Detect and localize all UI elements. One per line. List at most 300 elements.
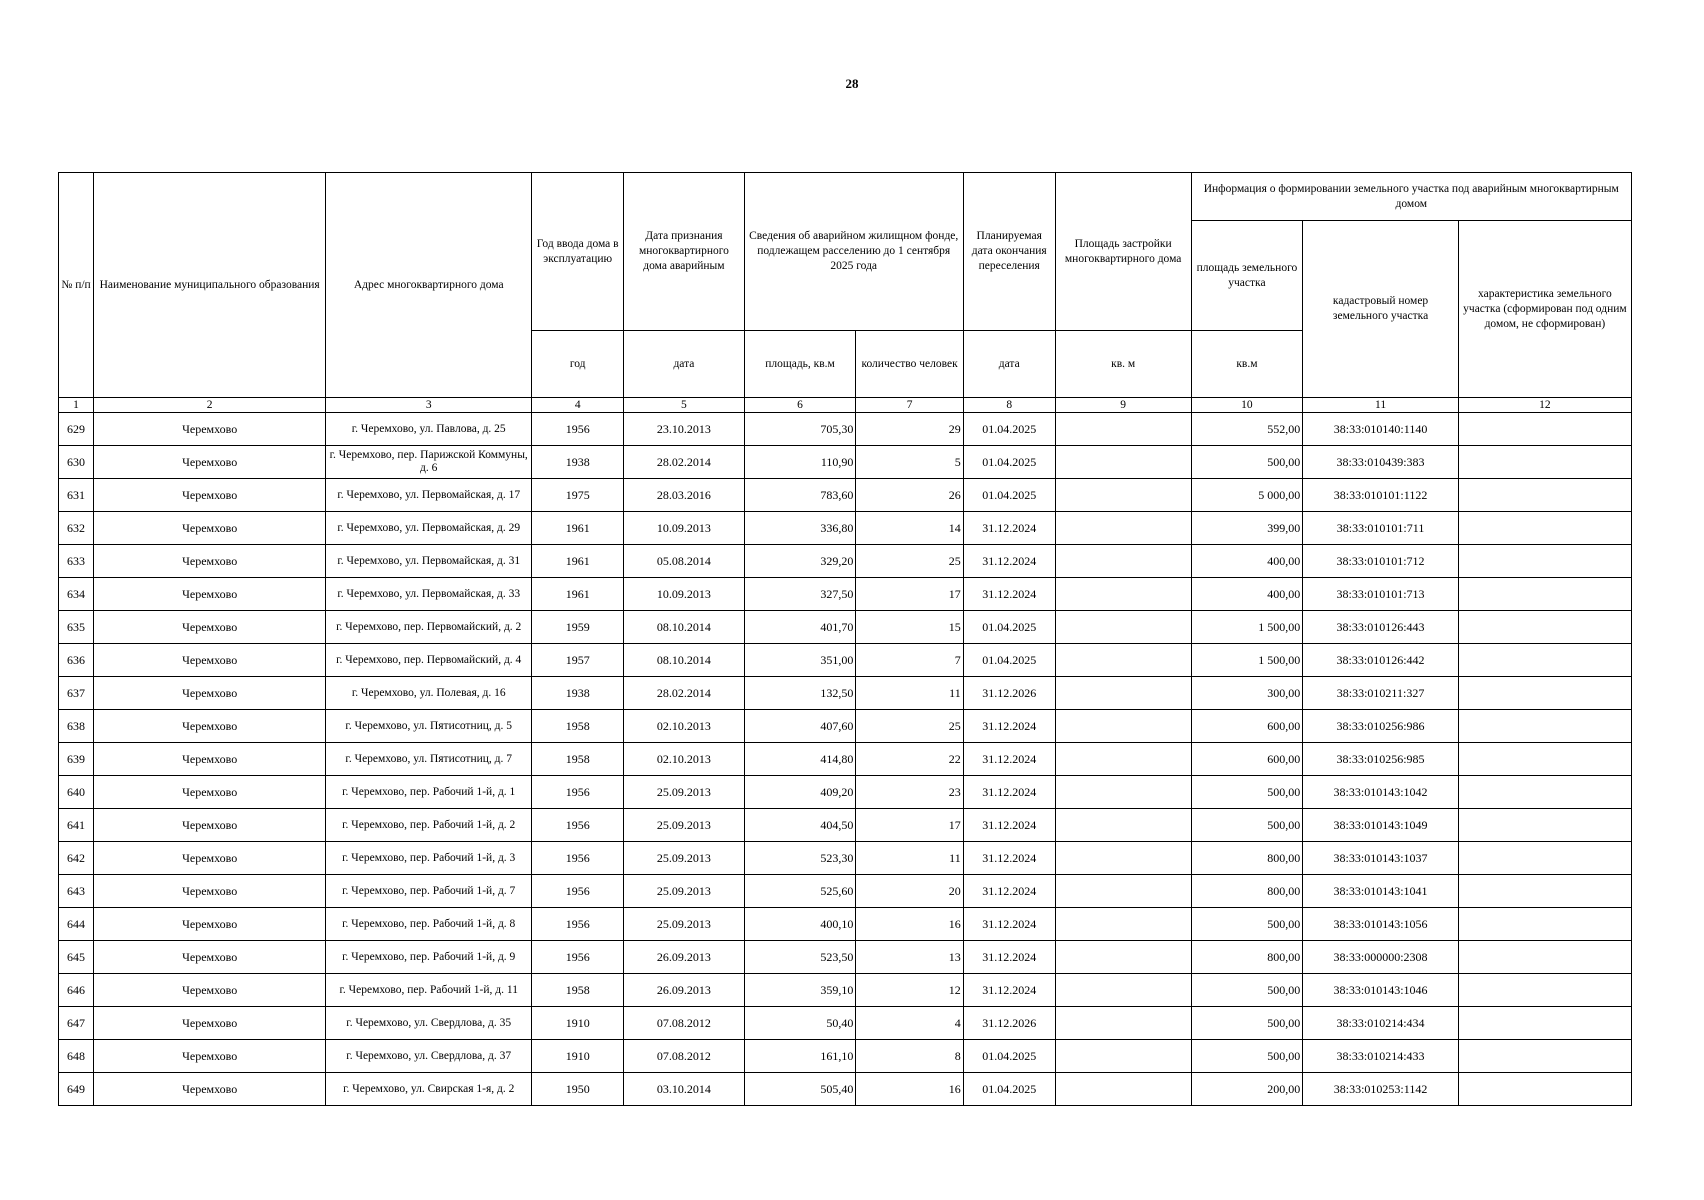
row-number: 646 bbox=[59, 974, 94, 1007]
land-char-cell bbox=[1458, 1007, 1631, 1040]
land-area-cell: 5 000,00 bbox=[1191, 479, 1303, 512]
emergency-date-cell: 26.09.2013 bbox=[624, 974, 744, 1007]
land-char-cell bbox=[1458, 1073, 1631, 1106]
row-number: 649 bbox=[59, 1073, 94, 1106]
address-cell: г. Черемхово, ул. Первомайская, д. 29 bbox=[326, 512, 532, 545]
planned-end-cell: 31.12.2024 bbox=[963, 974, 1055, 1007]
row-number: 637 bbox=[59, 677, 94, 710]
planned-end-cell: 31.12.2024 bbox=[963, 710, 1055, 743]
people-cell: 14 bbox=[856, 512, 963, 545]
cadastral-cell: 38:33:010439:383 bbox=[1303, 446, 1459, 479]
planned-end-cell: 01.04.2025 bbox=[963, 446, 1055, 479]
building-area-cell bbox=[1055, 479, 1191, 512]
table-row bbox=[59, 875, 1632, 908]
row-number: 636 bbox=[59, 644, 94, 677]
planned-end-cell: 31.12.2026 bbox=[963, 1007, 1055, 1040]
address-cell: г. Черемхово, пер. Рабочий 1-й, д. 7 bbox=[326, 875, 532, 908]
municipality-cell: Черемхово bbox=[94, 644, 326, 677]
cadastral-cell: 38:33:010143:1046 bbox=[1303, 974, 1459, 1007]
people-cell: 23 bbox=[856, 776, 963, 809]
people-cell: 16 bbox=[856, 1073, 963, 1106]
municipality-cell: Черемхово bbox=[94, 1040, 326, 1073]
col-number: 11 bbox=[1303, 398, 1459, 413]
row-number: 641 bbox=[59, 809, 94, 842]
page-number: 28 bbox=[845, 76, 859, 91]
land-char-cell bbox=[1458, 479, 1631, 512]
cadastral-cell: 38:33:010253:1142 bbox=[1303, 1073, 1459, 1106]
address-cell: г. Черемхово, ул. Пятисотниц, д. 7 bbox=[326, 743, 532, 776]
land-area-cell: 800,00 bbox=[1191, 842, 1303, 875]
row-number: 639 bbox=[59, 743, 94, 776]
building-area-cell bbox=[1055, 1007, 1191, 1040]
area-cell: 336,80 bbox=[744, 512, 856, 545]
land-char-cell bbox=[1458, 974, 1631, 1007]
land-char-cell bbox=[1458, 710, 1631, 743]
col-number: 7 bbox=[856, 398, 963, 413]
table-row bbox=[59, 578, 1632, 611]
planned-end-cell: 01.04.2025 bbox=[963, 644, 1055, 677]
address-cell: г. Черемхово, пер. Рабочий 1-й, д. 3 bbox=[326, 842, 532, 875]
cadastral-cell: 38:33:000000:2308 bbox=[1303, 941, 1459, 974]
column-numbers-row bbox=[59, 398, 1632, 413]
address-cell: г. Черемхово, пер. Рабочий 1-й, д. 1 bbox=[326, 776, 532, 809]
area-cell: 407,60 bbox=[744, 710, 856, 743]
municipality-cell: Черемхово bbox=[94, 578, 326, 611]
cadastral-cell: 38:33:010101:1122 bbox=[1303, 479, 1459, 512]
table-row bbox=[59, 1073, 1632, 1106]
row-number: 631 bbox=[59, 479, 94, 512]
col-number: 1 bbox=[59, 398, 94, 413]
emergency-date-cell: 05.08.2014 bbox=[624, 545, 744, 578]
emergency-date-cell: 28.03.2016 bbox=[624, 479, 744, 512]
municipality-cell: Черемхово bbox=[94, 809, 326, 842]
land-char-cell bbox=[1458, 446, 1631, 479]
building-area-cell bbox=[1055, 743, 1191, 776]
table-row bbox=[59, 479, 1632, 512]
emergency-date-cell: 25.09.2013 bbox=[624, 908, 744, 941]
municipality-cell: Черемхово bbox=[94, 743, 326, 776]
header-fund-info: Сведения об аварийном жилищном фонде, подлежащем расселению до 1 сентября 2025 года bbox=[744, 173, 963, 331]
planned-end-cell: 01.04.2025 bbox=[963, 611, 1055, 644]
year-built-cell: 1956 bbox=[532, 941, 624, 974]
header-planned-end: Планируемая дата окончания переселения bbox=[963, 173, 1055, 331]
land-area-cell: 800,00 bbox=[1191, 941, 1303, 974]
emergency-date-cell: 28.02.2014 bbox=[624, 446, 744, 479]
land-char-cell bbox=[1458, 743, 1631, 776]
header-building-area: Площадь застройки многоквартирного дома bbox=[1055, 173, 1191, 331]
building-area-cell bbox=[1055, 578, 1191, 611]
area-cell: 409,20 bbox=[744, 776, 856, 809]
address-cell: г. Черемхово, ул. Свердлова, д. 35 bbox=[326, 1007, 532, 1040]
table-row bbox=[59, 842, 1632, 875]
row-number: 634 bbox=[59, 578, 94, 611]
municipality-cell: Черемхово bbox=[94, 611, 326, 644]
municipality-cell: Черемхово bbox=[94, 710, 326, 743]
municipality-cell: Черемхово bbox=[94, 974, 326, 1007]
area-cell: 359,10 bbox=[744, 974, 856, 1007]
land-area-cell: 600,00 bbox=[1191, 710, 1303, 743]
address-cell: г. Черемхово, ул. Пятисотниц, д. 5 bbox=[326, 710, 532, 743]
table-header bbox=[59, 173, 1632, 413]
emergency-date-cell: 25.09.2013 bbox=[624, 776, 744, 809]
building-area-cell bbox=[1055, 842, 1191, 875]
table-row bbox=[59, 611, 1632, 644]
people-cell: 15 bbox=[856, 611, 963, 644]
emergency-date-cell: 08.10.2014 bbox=[624, 611, 744, 644]
building-area-cell bbox=[1055, 545, 1191, 578]
row-number: 644 bbox=[59, 908, 94, 941]
address-cell: г. Черемхово, пер. Рабочий 1-й, д. 8 bbox=[326, 908, 532, 941]
land-area-cell: 500,00 bbox=[1191, 446, 1303, 479]
row-number: 647 bbox=[59, 1007, 94, 1040]
area-cell: 705,30 bbox=[744, 413, 856, 446]
header-municipality: Наименование муниципального образования bbox=[94, 173, 326, 398]
table-row bbox=[59, 1040, 1632, 1073]
year-built-cell: 1956 bbox=[532, 842, 624, 875]
table-row bbox=[59, 1007, 1632, 1040]
row-number: 632 bbox=[59, 512, 94, 545]
unit-date: дата bbox=[624, 331, 744, 398]
table-row bbox=[59, 446, 1632, 479]
building-area-cell bbox=[1055, 1040, 1191, 1073]
land-area-cell: 552,00 bbox=[1191, 413, 1303, 446]
municipality-cell: Черемхово bbox=[94, 512, 326, 545]
year-built-cell: 1958 bbox=[532, 974, 624, 1007]
building-area-cell bbox=[1055, 776, 1191, 809]
year-built-cell: 1950 bbox=[532, 1073, 624, 1106]
land-area-cell: 400,00 bbox=[1191, 578, 1303, 611]
land-char-cell bbox=[1458, 578, 1631, 611]
land-area-cell: 500,00 bbox=[1191, 1040, 1303, 1073]
row-number: 643 bbox=[59, 875, 94, 908]
land-area-cell: 500,00 bbox=[1191, 776, 1303, 809]
emergency-date-cell: 25.09.2013 bbox=[624, 809, 744, 842]
cadastral-cell: 38:33:010101:713 bbox=[1303, 578, 1459, 611]
emergency-date-cell: 28.02.2014 bbox=[624, 677, 744, 710]
land-char-cell bbox=[1458, 908, 1631, 941]
area-cell: 110,90 bbox=[744, 446, 856, 479]
year-built-cell: 1957 bbox=[532, 644, 624, 677]
building-area-cell bbox=[1055, 677, 1191, 710]
header-land-char: характеристика земельного участка (сформирован под одним домом, не сформирован) bbox=[1458, 221, 1631, 398]
year-built-cell: 1956 bbox=[532, 413, 624, 446]
cadastral-cell: 38:33:010211:327 bbox=[1303, 677, 1459, 710]
cadastral-cell: 38:33:010143:1037 bbox=[1303, 842, 1459, 875]
cadastral-cell: 38:33:010214:433 bbox=[1303, 1040, 1459, 1073]
people-cell: 26 bbox=[856, 479, 963, 512]
emergency-date-cell: 25.09.2013 bbox=[624, 875, 744, 908]
table-row bbox=[59, 413, 1632, 446]
row-number: 630 bbox=[59, 446, 94, 479]
header-year-built: Год ввода дома в эксплуатацию bbox=[532, 173, 624, 331]
cadastral-cell: 38:33:010126:442 bbox=[1303, 644, 1459, 677]
address-cell: г. Черемхово, ул. Первомайская, д. 17 bbox=[326, 479, 532, 512]
year-built-cell: 1938 bbox=[532, 677, 624, 710]
municipality-cell: Черемхово bbox=[94, 413, 326, 446]
planned-end-cell: 31.12.2024 bbox=[963, 908, 1055, 941]
cadastral-cell: 38:33:010256:986 bbox=[1303, 710, 1459, 743]
land-char-cell bbox=[1458, 611, 1631, 644]
cadastral-cell: 38:33:010214:434 bbox=[1303, 1007, 1459, 1040]
land-char-cell bbox=[1458, 413, 1631, 446]
people-cell: 17 bbox=[856, 809, 963, 842]
land-char-cell bbox=[1458, 677, 1631, 710]
year-built-cell: 1961 bbox=[532, 578, 624, 611]
col-number: 4 bbox=[532, 398, 624, 413]
planned-end-cell: 01.04.2025 bbox=[963, 1040, 1055, 1073]
land-area-cell: 1 500,00 bbox=[1191, 644, 1303, 677]
building-area-cell bbox=[1055, 809, 1191, 842]
table-row bbox=[59, 512, 1632, 545]
building-area-cell bbox=[1055, 611, 1191, 644]
building-area-cell bbox=[1055, 710, 1191, 743]
address-cell: г. Черемхово, пер. Парижской Коммуны, д. 6 bbox=[326, 446, 532, 479]
col-number: 2 bbox=[94, 398, 326, 413]
area-cell: 50,40 bbox=[744, 1007, 856, 1040]
header-num: № п/п bbox=[59, 173, 94, 398]
address-cell: г. Черемхово, пер. Первомайский, д. 2 bbox=[326, 611, 532, 644]
emergency-date-cell: 07.08.2012 bbox=[624, 1007, 744, 1040]
address-cell: г. Черемхово, ул. Первомайская, д. 33 bbox=[326, 578, 532, 611]
area-cell: 783,60 bbox=[744, 479, 856, 512]
area-cell: 400,10 bbox=[744, 908, 856, 941]
row-number: 635 bbox=[59, 611, 94, 644]
emergency-housing-table bbox=[58, 172, 1632, 1106]
table-row bbox=[59, 644, 1632, 677]
land-char-cell bbox=[1458, 776, 1631, 809]
emergency-date-cell: 23.10.2013 bbox=[624, 413, 744, 446]
planned-end-cell: 01.04.2025 bbox=[963, 413, 1055, 446]
building-area-cell bbox=[1055, 875, 1191, 908]
address-cell: г. Черемхово, пер. Рабочий 1-й, д. 9 bbox=[326, 941, 532, 974]
building-area-cell bbox=[1055, 644, 1191, 677]
building-area-cell bbox=[1055, 413, 1191, 446]
year-built-cell: 1956 bbox=[532, 908, 624, 941]
land-char-cell bbox=[1458, 842, 1631, 875]
municipality-cell: Черемхово bbox=[94, 1007, 326, 1040]
year-built-cell: 1975 bbox=[532, 479, 624, 512]
emergency-date-cell: 02.10.2013 bbox=[624, 743, 744, 776]
header-cadastral: кадастровый номер земельного участка bbox=[1303, 221, 1459, 398]
people-cell: 13 bbox=[856, 941, 963, 974]
table-row bbox=[59, 710, 1632, 743]
emergency-date-cell: 26.09.2013 bbox=[624, 941, 744, 974]
year-built-cell: 1938 bbox=[532, 446, 624, 479]
people-cell: 25 bbox=[856, 545, 963, 578]
table-row bbox=[59, 677, 1632, 710]
land-char-cell bbox=[1458, 545, 1631, 578]
land-area-cell: 500,00 bbox=[1191, 1007, 1303, 1040]
header-emergency-date: Дата признания многоквартирного дома аварийным bbox=[624, 173, 744, 331]
land-area-cell: 500,00 bbox=[1191, 908, 1303, 941]
unit-people: количество человек bbox=[856, 331, 963, 398]
unit-sqm-land: кв.м bbox=[1191, 331, 1303, 398]
area-cell: 401,70 bbox=[744, 611, 856, 644]
address-cell: г. Черемхово, пер. Рабочий 1-й, д. 11 bbox=[326, 974, 532, 1007]
area-cell: 161,10 bbox=[744, 1040, 856, 1073]
area-cell: 523,30 bbox=[744, 842, 856, 875]
year-built-cell: 1961 bbox=[532, 545, 624, 578]
planned-end-cell: 31.12.2024 bbox=[963, 875, 1055, 908]
unit-sqm: кв. м bbox=[1055, 331, 1191, 398]
municipality-cell: Черемхово bbox=[94, 545, 326, 578]
row-number: 640 bbox=[59, 776, 94, 809]
planned-end-cell: 31.12.2024 bbox=[963, 776, 1055, 809]
people-cell: 17 bbox=[856, 578, 963, 611]
people-cell: 25 bbox=[856, 710, 963, 743]
address-cell: г. Черемхово, ул. Полевая, д. 16 bbox=[326, 677, 532, 710]
row-number: 638 bbox=[59, 710, 94, 743]
planned-end-cell: 31.12.2026 bbox=[963, 677, 1055, 710]
year-built-cell: 1961 bbox=[532, 512, 624, 545]
land-area-cell: 300,00 bbox=[1191, 677, 1303, 710]
header-address: Адрес многоквартирного дома bbox=[326, 173, 532, 398]
planned-end-cell: 01.04.2025 bbox=[963, 479, 1055, 512]
planned-end-cell: 31.12.2024 bbox=[963, 743, 1055, 776]
planned-end-cell: 31.12.2024 bbox=[963, 941, 1055, 974]
cadastral-cell: 38:33:010101:712 bbox=[1303, 545, 1459, 578]
row-number: 645 bbox=[59, 941, 94, 974]
cadastral-cell: 38:33:010143:1041 bbox=[1303, 875, 1459, 908]
municipality-cell: Черемхово bbox=[94, 1073, 326, 1106]
people-cell: 4 bbox=[856, 1007, 963, 1040]
planned-end-cell: 01.04.2025 bbox=[963, 1073, 1055, 1106]
people-cell: 20 bbox=[856, 875, 963, 908]
land-char-cell bbox=[1458, 644, 1631, 677]
table-row bbox=[59, 809, 1632, 842]
municipality-cell: Черемхово bbox=[94, 875, 326, 908]
people-cell: 7 bbox=[856, 644, 963, 677]
planned-end-cell: 31.12.2024 bbox=[963, 512, 1055, 545]
area-cell: 351,00 bbox=[744, 644, 856, 677]
emergency-date-cell: 03.10.2014 bbox=[624, 1073, 744, 1106]
year-built-cell: 1910 bbox=[532, 1007, 624, 1040]
table-row bbox=[59, 776, 1632, 809]
col-number: 5 bbox=[624, 398, 744, 413]
land-area-cell: 800,00 bbox=[1191, 875, 1303, 908]
unit-area: площадь, кв.м bbox=[744, 331, 856, 398]
address-cell: г. Черемхово, пер. Первомайский, д. 4 bbox=[326, 644, 532, 677]
land-area-cell: 500,00 bbox=[1191, 809, 1303, 842]
building-area-cell bbox=[1055, 512, 1191, 545]
emergency-date-cell: 10.09.2013 bbox=[624, 512, 744, 545]
emergency-date-cell: 10.09.2013 bbox=[624, 578, 744, 611]
area-cell: 523,50 bbox=[744, 941, 856, 974]
people-cell: 5 bbox=[856, 446, 963, 479]
planned-end-cell: 31.12.2024 bbox=[963, 842, 1055, 875]
planned-end-cell: 31.12.2024 bbox=[963, 578, 1055, 611]
year-built-cell: 1958 bbox=[532, 710, 624, 743]
people-cell: 8 bbox=[856, 1040, 963, 1073]
building-area-cell bbox=[1055, 446, 1191, 479]
row-number: 642 bbox=[59, 842, 94, 875]
cadastral-cell: 38:33:010140:1140 bbox=[1303, 413, 1459, 446]
cadastral-cell: 38:33:010101:711 bbox=[1303, 512, 1459, 545]
building-area-cell bbox=[1055, 941, 1191, 974]
table-row bbox=[59, 941, 1632, 974]
people-cell: 29 bbox=[856, 413, 963, 446]
land-char-cell bbox=[1458, 809, 1631, 842]
people-cell: 22 bbox=[856, 743, 963, 776]
address-cell: г. Черемхово, ул. Свирская 1-я, д. 2 bbox=[326, 1073, 532, 1106]
land-area-cell: 600,00 bbox=[1191, 743, 1303, 776]
municipality-cell: Черемхово bbox=[94, 776, 326, 809]
table-row bbox=[59, 974, 1632, 1007]
land-area-cell: 400,00 bbox=[1191, 545, 1303, 578]
land-char-cell bbox=[1458, 1040, 1631, 1073]
address-cell: г. Черемхово, ул. Свердлова, д. 37 bbox=[326, 1040, 532, 1073]
table-row bbox=[59, 545, 1632, 578]
municipality-cell: Черемхово bbox=[94, 479, 326, 512]
year-built-cell: 1956 bbox=[532, 875, 624, 908]
col-number: 6 bbox=[744, 398, 856, 413]
area-cell: 525,60 bbox=[744, 875, 856, 908]
area-cell: 327,50 bbox=[744, 578, 856, 611]
area-cell: 329,20 bbox=[744, 545, 856, 578]
land-char-cell bbox=[1458, 941, 1631, 974]
land-area-cell: 500,00 bbox=[1191, 974, 1303, 1007]
municipality-cell: Черемхово bbox=[94, 908, 326, 941]
cadastral-cell: 38:33:010256:985 bbox=[1303, 743, 1459, 776]
table-row bbox=[59, 743, 1632, 776]
building-area-cell bbox=[1055, 1073, 1191, 1106]
people-cell: 12 bbox=[856, 974, 963, 1007]
building-area-cell bbox=[1055, 974, 1191, 1007]
header-land-info: Информация о формировании земельного участка под аварийным многоквартирным домом bbox=[1191, 173, 1631, 221]
cadastral-cell: 38:33:010143:1049 bbox=[1303, 809, 1459, 842]
row-number: 629 bbox=[59, 413, 94, 446]
address-cell: г. Черемхово, ул. Павлова, д. 25 bbox=[326, 413, 532, 446]
area-cell: 404,50 bbox=[744, 809, 856, 842]
municipality-cell: Черемхово bbox=[94, 677, 326, 710]
land-char-cell bbox=[1458, 875, 1631, 908]
year-built-cell: 1956 bbox=[532, 809, 624, 842]
address-cell: г. Черемхово, пер. Рабочий 1-й, д. 2 bbox=[326, 809, 532, 842]
emergency-date-cell: 08.10.2014 bbox=[624, 644, 744, 677]
col-number: 9 bbox=[1055, 398, 1191, 413]
area-cell: 132,50 bbox=[744, 677, 856, 710]
emergency-date-cell: 25.09.2013 bbox=[624, 842, 744, 875]
table-row bbox=[59, 908, 1632, 941]
land-area-cell: 1 500,00 bbox=[1191, 611, 1303, 644]
building-area-cell bbox=[1055, 908, 1191, 941]
cadastral-cell: 38:33:010143:1056 bbox=[1303, 908, 1459, 941]
land-area-cell: 200,00 bbox=[1191, 1073, 1303, 1106]
people-cell: 11 bbox=[856, 842, 963, 875]
year-built-cell: 1956 bbox=[532, 776, 624, 809]
year-built-cell: 1959 bbox=[532, 611, 624, 644]
unit-date-end: дата bbox=[963, 331, 1055, 398]
cadastral-cell: 38:33:010126:443 bbox=[1303, 611, 1459, 644]
people-cell: 11 bbox=[856, 677, 963, 710]
col-number: 10 bbox=[1191, 398, 1303, 413]
table-body bbox=[59, 413, 1632, 1106]
year-built-cell: 1958 bbox=[532, 743, 624, 776]
area-cell: 414,80 bbox=[744, 743, 856, 776]
year-built-cell: 1910 bbox=[532, 1040, 624, 1073]
municipality-cell: Черемхово bbox=[94, 446, 326, 479]
planned-end-cell: 31.12.2024 bbox=[963, 809, 1055, 842]
row-number: 648 bbox=[59, 1040, 94, 1073]
land-char-cell bbox=[1458, 512, 1631, 545]
col-number: 3 bbox=[326, 398, 532, 413]
emergency-date-cell: 07.08.2012 bbox=[624, 1040, 744, 1073]
people-cell: 16 bbox=[856, 908, 963, 941]
municipality-cell: Черемхово bbox=[94, 941, 326, 974]
emergency-date-cell: 02.10.2013 bbox=[624, 710, 744, 743]
area-cell: 505,40 bbox=[744, 1073, 856, 1106]
header-land-area: площадь земельного участка bbox=[1191, 221, 1303, 331]
